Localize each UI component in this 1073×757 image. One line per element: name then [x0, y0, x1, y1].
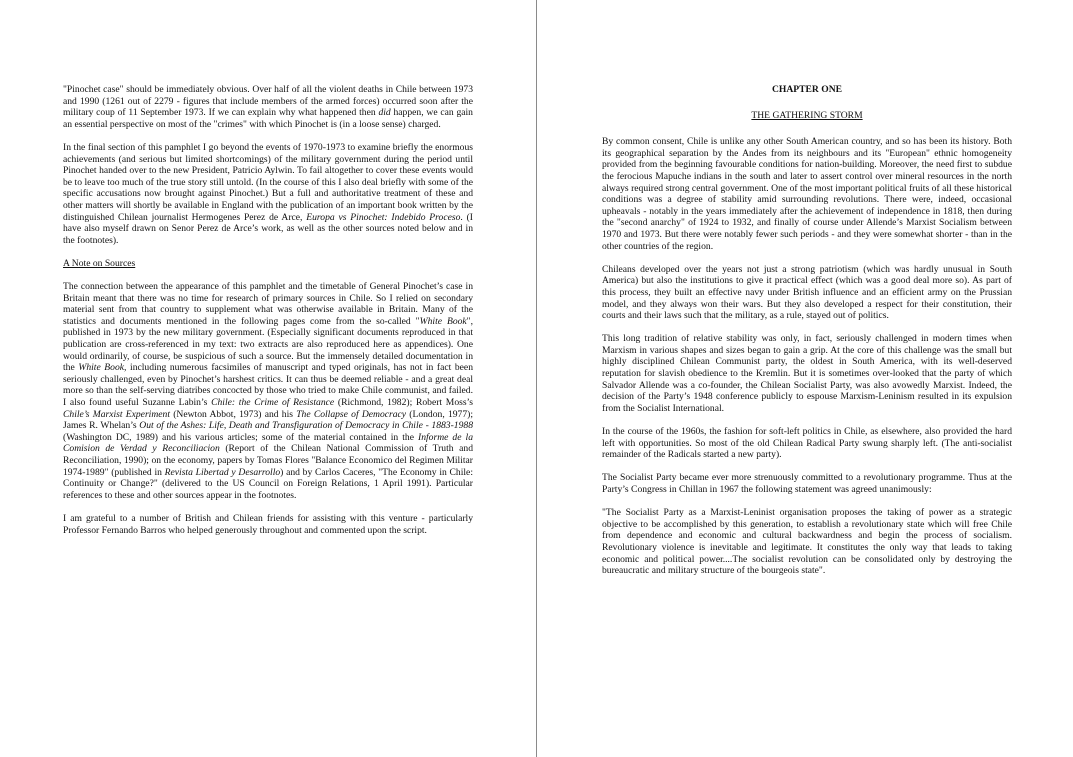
left-paragraph-1: "Pinochet case" should be immediately obvious. Over half of all the violent deaths in Chile between 1973 and 1990 (1261 out of 2279 - figures that include members of the armed forces) occurred soon after the military coup of 11 September 1973. If we can explain why what happened then did happen, we can gain an essential perspective on most of the "crimes" with which Pinochet is (in a loose sense) charged.	[63, 84, 473, 130]
section-title-sources: A Note on Sources	[63, 257, 136, 269]
right-page	[537, 0, 1073, 757]
right-paragraph-3: This long tradition of relative stability was only, in fact, seriously challenged in modern times when Marxism in various shapes and sizes began to gain a grip. At the core of this challenge was the small but highly disciplined Chilean Communist party, the oldest in South America, with its well-deserved reputation for slavish obedience to the Kremlin. But it is sometimes over-looked that the party of which Salvador Allende was a co-founder, the Chilean Socialist Party, was also avowedly Marxist. Indeed, the decision of the Party’s 1948 conference publicly to espouse Marxism-Leninism resulted in its expulsion from the Socialist International.	[602, 333, 1012, 414]
right-text-column	[602, 84, 1012, 588]
right-paragraph-1: By common consent, Chile is unlike any other South American country, and so has been its history. Both its geographical separation by the Andes from its neighbours and its "European" ethnic homogeneity provided from the beginning favourable conditions for nation-building. Moreover, the need first to subdue the ferocious Mapuche indians in the south and later to assert control over mineral resources in the north always required strong central government. One of the most important political fruits of all these historical conditions was a degree of stability amid surrounding revolutions. There were, indeed, occasional upheavals - notably in the years immediately after the achievement of independence in 1818, then during the "second anarchy" of 1924 to 1932, and finally of course under Allende’s Marxist Socialism between 1970 and 1973. But there were notably fewer such periods - and they were somewhat shorter - than in the other countries of the region.	[602, 136, 1012, 252]
left-paragraph-2: In the final section of this pamphlet I go beyond the events of 1970-1973 to examine briefly the enormous achievements (and serious but limited shortcomings) of the military government during the period until Pinochet handed over to the new President, Patricio Aylwin. To fail altogether to cover these events would be to leave too much of the true story still untold. (In the course of this I also deal briefly with some of the specific accusations now brought against Pinochet.) But a full and authoritative treatment of these and other matters will shortly be available in England with the publication of an important book written by the distinguished Chilean journalist Hermogenes Perez de Arce, Europa vs Pinochet: Indebido Proceso. (I have also myself drawn on Senor Perez de Arce’s work, as well as the other sources noted below and in the footnotes).	[63, 141, 474, 246]
block-quote: "The Socialist Party as a Marxist-Leninist organisation proposes the taking of power as a strategic objective to be accomplished by this generation, to establish a revolutionary state which will free Chile from dependence and economic and cultural backwardness and begin the process of socialism. Revolutionary violence is inevitable and legitimate. It constitutes the only way that leads to taking economic and political power....The socialist revolution can be consolidated only by destroying the bureaucratic and military structure of the bourgeois state".	[602, 507, 1012, 577]
chapter-title: THE GATHERING STORM	[751, 109, 863, 121]
right-paragraph-2: Chileans developed over the years not just a strong patriotism (which was hardly unusual in South America) but also the institutions to give it practical effect (which was a good deal more so). As part of this process, they built an effective navy under British influence and an efficient army on the Prussian model, and they always won their wars. But they also developed a respect for their constitution, their courts and their laws such that the military, as a rule, stayed out of politics.	[602, 263, 1012, 322]
right-paragraph-4: In the course of the 1960s, the fashion for soft-left politics in Chile, as elsewhere, also provided the hard left with opportunities. So most of the old Chilean Radical Party swung sharply left. (The anti-socialist remainder of the Radicals started a new party).	[602, 426, 1012, 461]
left-page	[0, 0, 536, 757]
left-paragraph-3: The connection between the appearance of this pamphlet and the timetable of General Pinochet’s case in Britain meant that there was no time for research of primary sources in Chile. So I relied on secondary material sent from that country to supplement what was otherwise available in Britain. Many of the statistics and documents mentioned in the following pages come from the so-called "White Book", published in 1973 by the new military government. (Especially significant documents reproduced in that publication are cross-referenced in my text: two extracts are also reproduced here as appendices). One would ordinarily, of course, be suspicious of such a source. But the immensely detailed documentation in the White Book, including numerous facsimiles of manuscript and typed originals, has not in fact been seriously challenged, even by Pinochet’s harshest critics. It can thus be deemed reliable - and a great deal more so than the self-serving diatribes concocted by those who tried to make Chile communist, and failed. I also found useful Suzanne Labin’s Chile: the Crime of Resistance (Richmond, 1982); Robert Moss’s Chile’s Marxist Experiment (Newton Abbot, 1973) and his The Collapse of Democracy (London, 1977); James R. Whelan’s Out of the Ashes: Life, Death and Transfiguration of Democracy in Chile - 1883-1988 (Washington DC, 1989) and his various articles; some of the material contained in the Informe de la Comision de Verdad y Reconciliacion (Report of the Chilean National Commission of Truth and Reconciliation, 1990); on the economy, papers by Tomas Flores "Balance Economico del Regimen Militar 1974-1989" (published in Revista Libertad y Desarrollo) and by Carlos Caceres, "The Economy in Chile: Continuity or Change?" (delivered to the US Council on Foreign Relations, 1 April 1991). Particular references to these and other sources appear in the footnotes.	[63, 281, 473, 501]
chapter-heading: CHAPTER ONE	[771, 84, 843, 95]
right-paragraph-5: The Socialist Party became ever more strenuously committed to a revolutionary programme. Thus at the Party’s Congress in Chillan in 1967 the following statement was agreed unanimously:	[602, 472, 1012, 495]
left-paragraph-4: I am grateful to a number of British and Chilean friends for assisting with this venture - particularly Professor Fernando Barros who helped generously throughout and commented upon the script.	[63, 512, 473, 536]
left-text-column	[63, 84, 473, 548]
